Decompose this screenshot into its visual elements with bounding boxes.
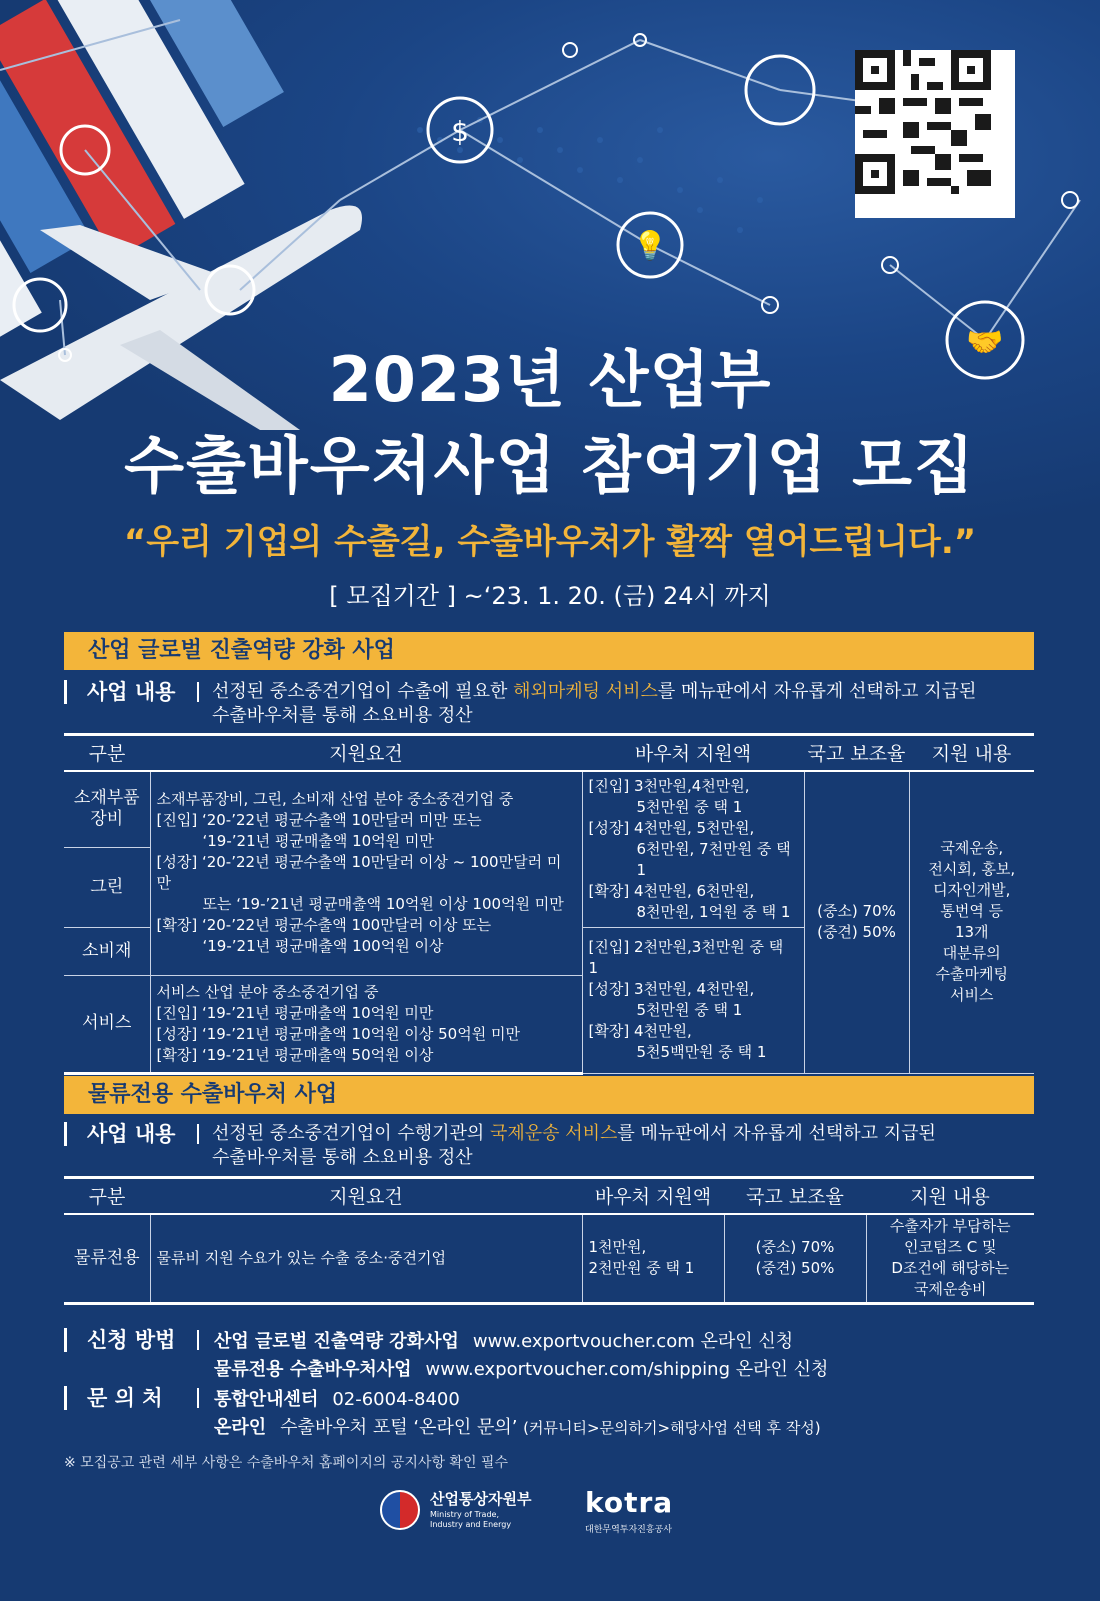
desc-label: 사업 내용 <box>64 1122 175 1146</box>
category-cell: 서비스 <box>64 975 150 1073</box>
apply-link[interactable]: www.exportvoucher.com 온라인 신청 <box>472 1331 794 1352</box>
contact-label: 문 의 처 <box>64 1386 194 1410</box>
qr-code[interactable] <box>855 50 1015 218</box>
amount-cell: [진입] 3천만원,4천만원, 5천만원 중 택 1 [성장] 4천만원, 5천만원, 6천만원, 7천만원 중 택 1 [확장] 4천만원, 6천만원, 8천만원, 1억원 중 택 1 <box>582 771 804 928</box>
col-header: 지원 내용 <box>866 1178 1034 1214</box>
desc-text: 를 메뉴판에서 자유롭게 선택하고 지급된 <box>657 681 977 702</box>
desc-text: 선정된 중소중견기업이 수행기관의 <box>212 1123 490 1144</box>
section1-table <box>64 733 1034 1075</box>
category-cell: 소재부품 장비 <box>64 771 150 848</box>
category-cell: 소비재 <box>64 927 150 975</box>
category-cell: 그린 <box>64 848 150 927</box>
col-header: 국고 보조율 <box>804 735 909 771</box>
section1-description <box>64 680 1034 730</box>
desc-highlight: 국제운송 서비스 <box>489 1123 618 1144</box>
requirement-cell: 소재부품장비, 그린, 소비재 산업 분야 중소중견기업 중 [진입] ‘20-’22년 평균수출액 10만달러 미만 또는 ‘19-’21년 평균매출액 10억원 미만 [성장] ‘20-’22년 평균수출액 10만달러 이상 ~ 100만달러 미만 또는 ‘19-’21년 평균매출액 10억원 이상 100억원 미만 [확장] ‘20-’22년 평균수출액 100만달러 이상 또는 ‘19-’21년 평균매출액 100억원 이상 <box>150 771 582 976</box>
col-header: 구분 <box>64 735 150 771</box>
content-cell: 국제운송, 전시회, 홍보, 디자인개발, 통번역 등 13개 대분류의 수출마케팅 서비스 <box>909 771 1034 1074</box>
amount-cell: [진입] 2천만원,3천만원 중 택 1 [성장] 3천만원, 4천만원, 5천만원 중 택 1 [확장] 4천만원, 5천5백만원 중 택 1 <box>582 927 804 1073</box>
desc-text: 수출바우처를 통해 소요비용 정산 <box>212 1147 473 1168</box>
svg-text:💡: 💡 <box>632 229 668 262</box>
section2-table <box>64 1176 1034 1305</box>
apply-link[interactable]: www.exportvoucher.com/shipping 온라인 신청 <box>425 1359 829 1380</box>
recruitment-period: [ 모집기간 ] ~‘23. 1. 20. (금) 24시 까지 <box>329 582 771 610</box>
ratio-cell: (중소) 70% (중견) 50% <box>724 1214 866 1304</box>
col-header: 지원요건 <box>150 735 582 771</box>
svg-text:🤝: 🤝 <box>966 325 1004 360</box>
desc-label: 사업 내용 <box>64 680 175 704</box>
kotra-logo: kotra 대한무역투자진흥공사 <box>585 1486 674 1535</box>
title-year: 2023년 산업부 <box>328 343 772 416</box>
taegeuk-emblem-icon <box>380 1490 420 1530</box>
footnote: ※ 모집공고 관련 세부 사항은 수출바우처 홈페이지의 공지사항 확인 필수 <box>64 1455 508 1471</box>
category-cell: 물류전용 <box>64 1214 150 1304</box>
desc-text: 수출바우처를 통해 소요비용 정산 <box>212 705 473 726</box>
requirement-cell: 서비스 산업 분야 중소중견기업 중 [진입] ‘19-’21년 평균매출액 10억원 미만 [성장] ‘19-’21년 평균매출액 10억원 이상 50억원 미만 [확장] ‘19-’21년 평균매출액 50억원 이상 <box>150 975 582 1073</box>
desc-highlight: 해외마케팅 서비스 <box>513 681 658 702</box>
slogan: “우리 기업의 수출길, 수출바우처가 활짝 열어드립니다.” <box>123 522 977 562</box>
section1-title: 산업 글로벌 진출역량 강화 사업 <box>64 632 1034 670</box>
col-header: 국고 보조율 <box>724 1178 866 1214</box>
col-header: 구분 <box>64 1178 150 1214</box>
phone-number: 02-6004-8400 <box>332 1389 460 1410</box>
desc-text: 선정된 중소중견기업이 수출에 필요한 <box>212 681 514 702</box>
requirement-cell: 물류비 지원 수요가 있는 수출 중소·중견기업 <box>150 1214 582 1304</box>
col-header: 지원 내용 <box>909 735 1034 771</box>
svg-text:$: $ <box>451 115 469 148</box>
ratio-cell: (중소) 70% (중견) 50% <box>804 771 909 1074</box>
apply-label: 신청 방법 <box>64 1328 194 1352</box>
contact-info: 문 의 처 통합안내센터 02-6004-8400 온라인 수출바우처 포털 ‘온라인 문의’ (커뮤니티>문의하기>해당사업 선택 후 작성) <box>64 1386 1034 1446</box>
section2-description <box>64 1122 1034 1172</box>
desc-text: 를 메뉴판에서 자유롭게 선택하고 지급된 <box>617 1123 936 1144</box>
motie-logo: 산업통상자원부 Ministry of Trade, Industry and Energy <box>380 1488 560 1538</box>
col-header: 바우처 지원액 <box>582 735 804 771</box>
col-header: 지원요건 <box>150 1178 582 1214</box>
apply-method: 신청 방법 산업 글로벌 진출역량 강화사업 www.exportvoucher.com 온라인 신청 물류전용 수출바우처사업 www.exportvoucher.com/shipping 온라인 신청 <box>64 1328 1034 1388</box>
page-title: 수출바우처사업 참여기업 모집 <box>124 429 976 502</box>
content-cell: 수출자가 부담하는 인코텀즈 C 및 D조건에 해당하는 국제운송비 <box>866 1214 1034 1304</box>
amount-cell: 1천만원, 2천만원 중 택 1 <box>582 1214 724 1304</box>
col-header: 바우처 지원액 <box>582 1178 724 1214</box>
section2-title: 물류전용 수출바우처 사업 <box>64 1076 1034 1114</box>
